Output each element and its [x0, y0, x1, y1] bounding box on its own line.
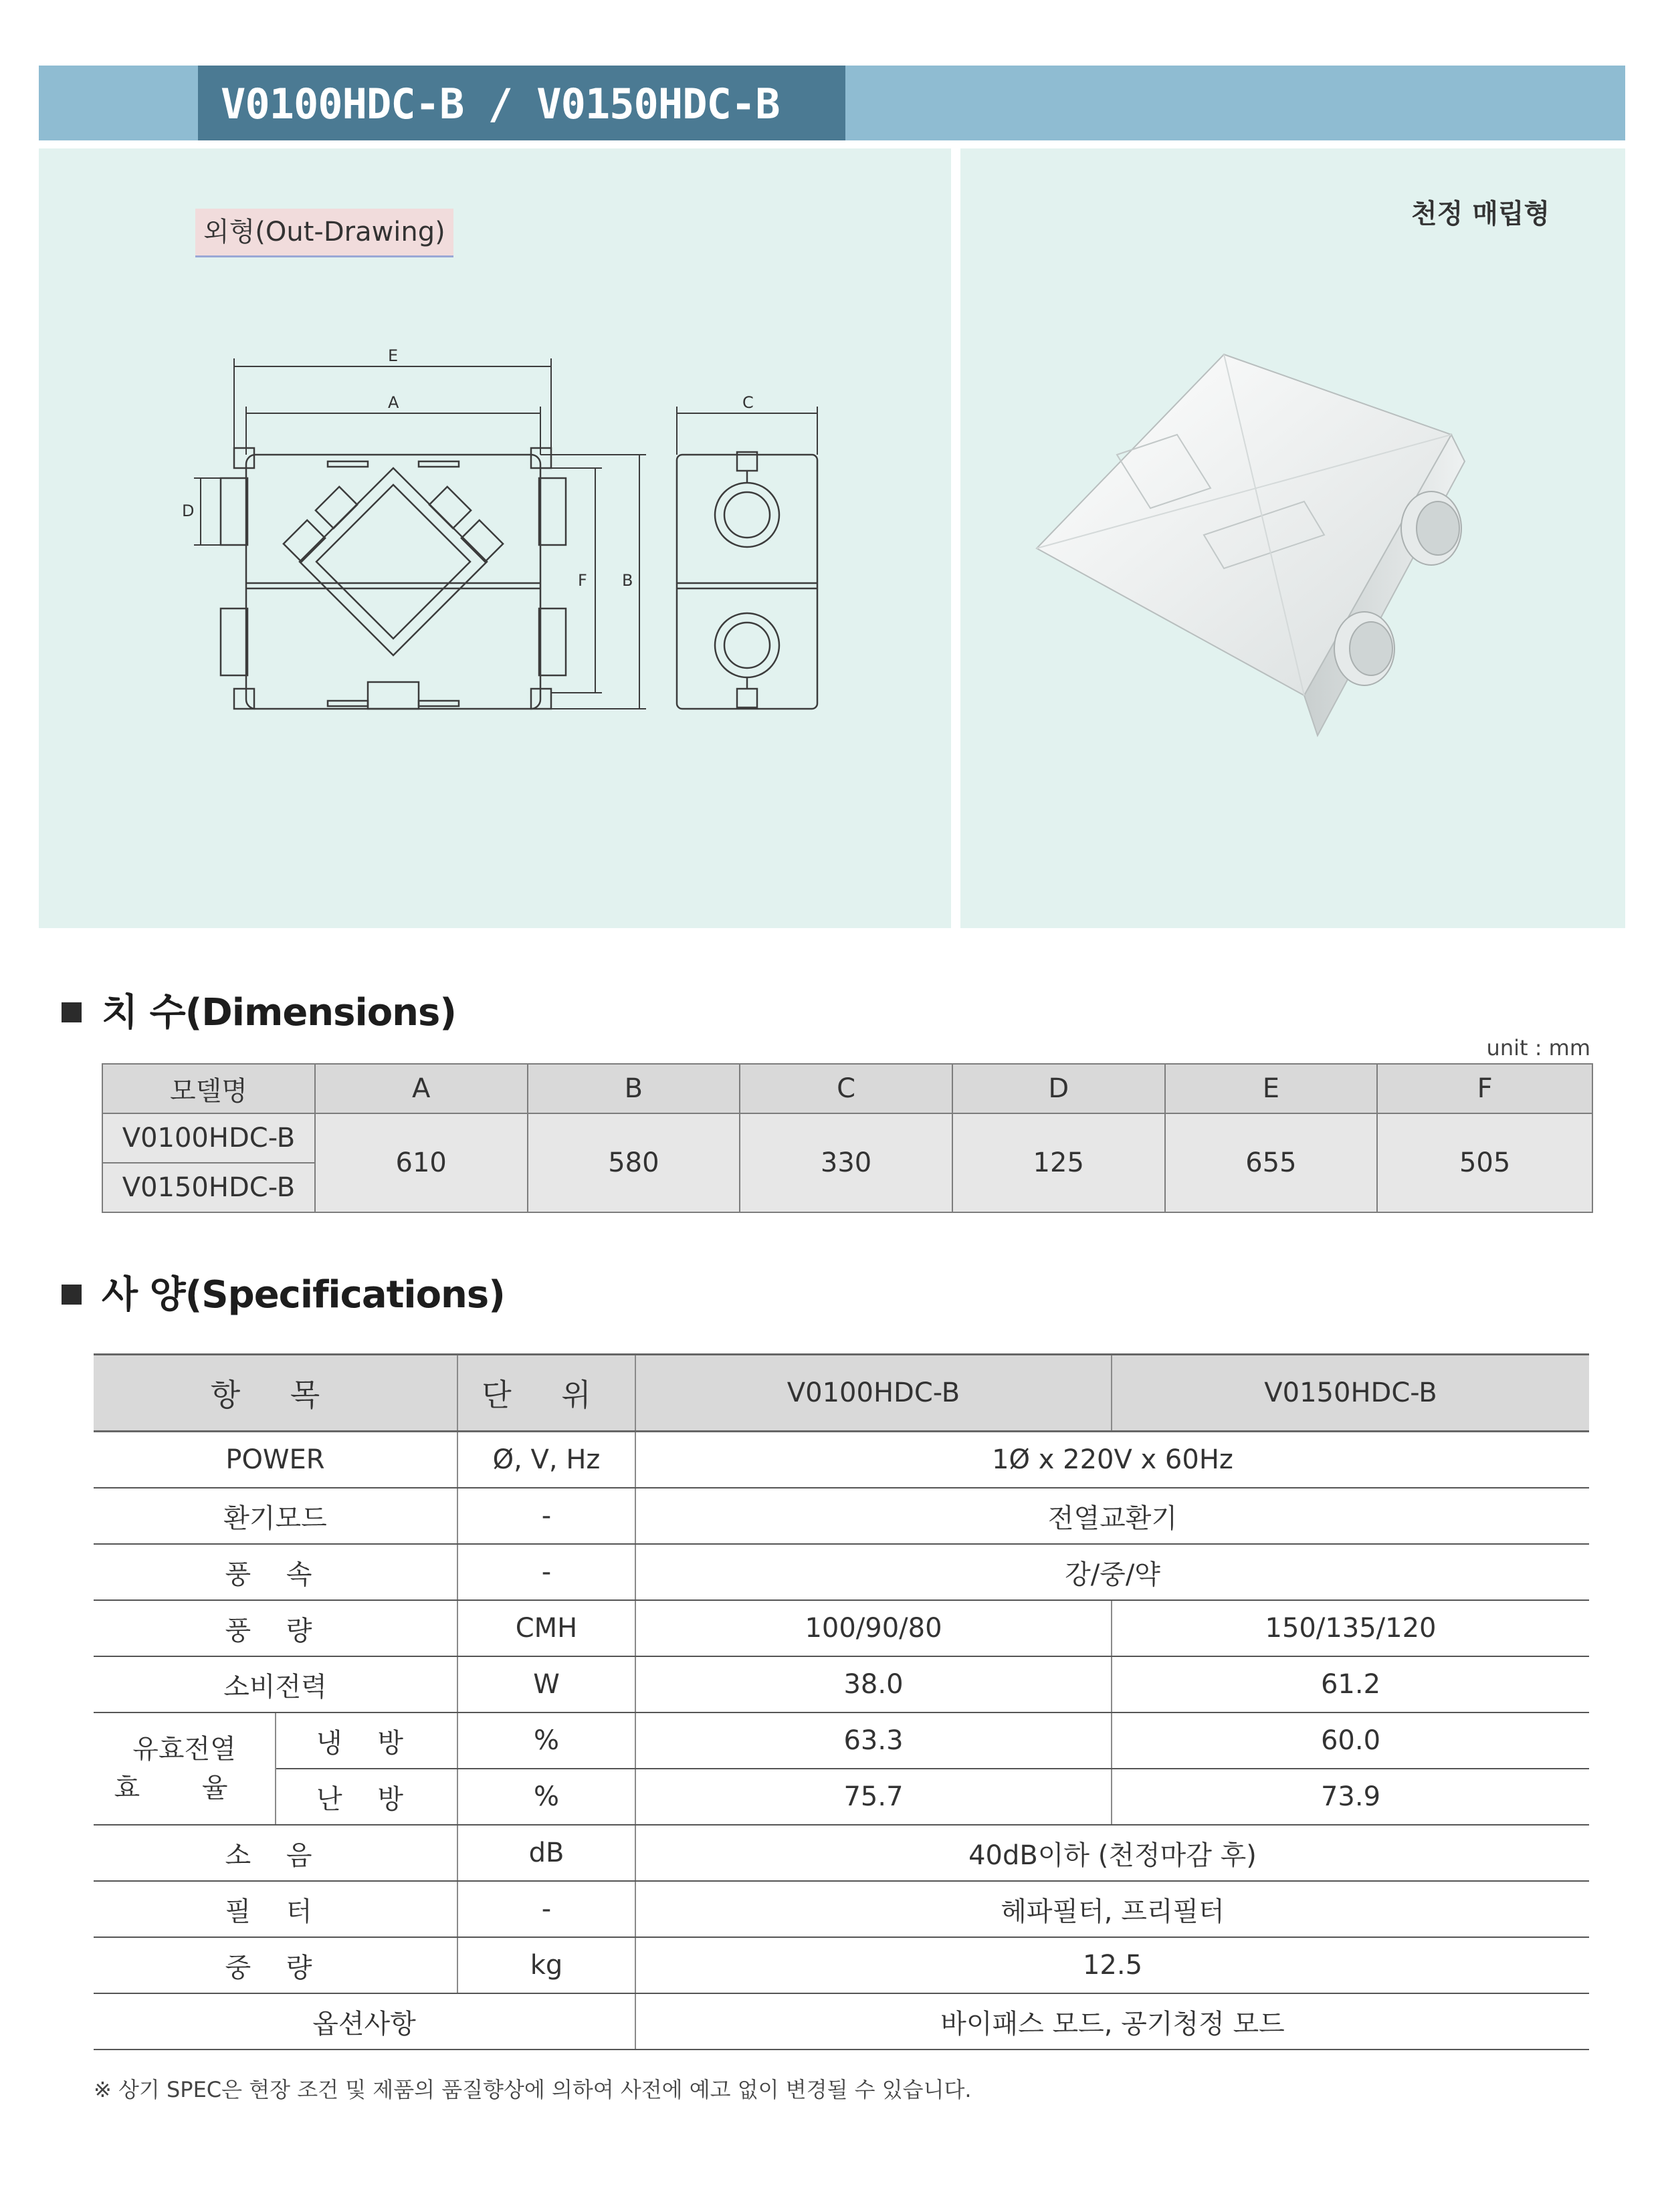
table-header-row	[102, 1064, 1592, 1113]
page-title: V0100HDC-B / V0150HDC-B	[221, 80, 780, 128]
unit-note: unit : mm	[1486, 1035, 1590, 1061]
dimension-value: 505	[1377, 1113, 1592, 1212]
spec-value-model2: 73.9	[1112, 1769, 1589, 1825]
spec-value-model1: 63.3	[635, 1712, 1112, 1769]
efficiency-label-line1: 유효전열	[132, 1734, 236, 1765]
spec-value: 12.5	[635, 1937, 1589, 1993]
spec-item: 소 음	[94, 1825, 457, 1881]
spec-value-model2: 61.2	[1112, 1656, 1589, 1712]
spec-value: 40dB이하 (천정마감 후)	[635, 1825, 1589, 1881]
column-header: F	[1377, 1064, 1592, 1113]
spec-unit: W	[457, 1656, 635, 1712]
spec-unit: CMH	[457, 1600, 635, 1656]
table-row	[94, 1712, 1589, 1769]
efficiency-label-line2: 효 율	[114, 1773, 255, 1803]
spec-item: 풍 량	[94, 1600, 457, 1656]
specifications-heading-text: 사 양(Specifications)	[102, 1273, 505, 1317]
spec-value-model2: 60.0	[1112, 1712, 1589, 1769]
table-row	[94, 1937, 1589, 1993]
spec-item-efficiency	[94, 1712, 276, 1825]
spec-unit: Ø, V, Hz	[457, 1432, 635, 1488]
spec-value: 강/중/약	[635, 1544, 1589, 1600]
spec-item: 필 터	[94, 1881, 457, 1937]
table-row	[94, 1769, 1589, 1825]
out-drawing-illustration	[167, 334, 890, 736]
dimension-label-f: F	[578, 571, 587, 590]
table-row	[94, 1488, 1589, 1544]
dimension-value: 655	[1165, 1113, 1378, 1212]
spec-subitem: 냉 방	[276, 1712, 457, 1769]
spec-unit: kg	[457, 1937, 635, 1993]
dimension-value: 580	[528, 1113, 740, 1212]
dimension-label-a: A	[388, 393, 399, 412]
column-header: 모델명	[102, 1064, 315, 1113]
spec-unit: %	[457, 1712, 635, 1769]
spec-item: 옵션사항	[94, 1993, 635, 2050]
table-row	[94, 1881, 1589, 1937]
out-drawing-label: 외형(Out-Drawing)	[195, 209, 453, 257]
spec-value-model1: 38.0	[635, 1656, 1112, 1712]
column-header-model2: V0150HDC-B	[1112, 1355, 1589, 1432]
table-header-row	[94, 1355, 1589, 1432]
table-row	[94, 1656, 1589, 1712]
dimension-value: 610	[315, 1113, 528, 1212]
specifications-heading	[62, 1265, 505, 1319]
spec-unit: dB	[457, 1825, 635, 1881]
spec-item: POWER	[94, 1432, 457, 1488]
column-header: E	[1165, 1064, 1378, 1113]
spec-item: 환기모드	[94, 1488, 457, 1544]
table-row	[94, 1825, 1589, 1881]
dimension-label-d: D	[182, 502, 195, 520]
spec-value: 1Ø x 220V x 60Hz	[635, 1432, 1589, 1488]
column-header: C	[740, 1064, 952, 1113]
spec-value-model1: 100/90/80	[635, 1600, 1112, 1656]
spec-value-model1: 75.7	[635, 1769, 1112, 1825]
dimension-label-c: C	[742, 393, 754, 412]
spec-unit: -	[457, 1488, 635, 1544]
dimension-label-e: E	[388, 346, 399, 365]
table-row	[102, 1113, 1592, 1163]
column-header-item: 항 목	[94, 1355, 457, 1432]
column-header: D	[952, 1064, 1165, 1113]
column-header: B	[528, 1064, 740, 1113]
dimension-value: 125	[952, 1113, 1165, 1212]
footnote: ※ 상기 SPEC은 현장 조건 및 제품의 품질향상에 의하여 사전에 예고 없이 변경될 수 있습니다.	[94, 2077, 972, 2102]
product-photo	[1023, 334, 1491, 762]
dimensions-heading-text: 치 수(Dimensions)	[102, 991, 456, 1034]
spec-unit: -	[457, 1544, 635, 1600]
table-row	[94, 1600, 1589, 1656]
column-header-unit: 단 위	[457, 1355, 635, 1432]
spec-item: 풍 속	[94, 1544, 457, 1600]
spec-unit: -	[457, 1881, 635, 1937]
dimensions-heading	[62, 983, 456, 1036]
dimensions-table	[102, 1063, 1593, 1213]
product-type-caption: 천정 매립형	[1411, 199, 1550, 229]
column-header-model1: V0100HDC-B	[635, 1355, 1112, 1432]
spec-value: 전열교환기	[635, 1488, 1589, 1544]
spec-value-model2: 150/135/120	[1112, 1600, 1589, 1656]
spec-item: 중 량	[94, 1937, 457, 1993]
dimension-value: 330	[740, 1113, 952, 1212]
square-bullet-icon	[62, 1002, 82, 1022]
spec-unit: %	[457, 1769, 635, 1825]
column-header: A	[315, 1064, 528, 1113]
spec-value: 바이패스 모드, 공기청정 모드	[635, 1993, 1589, 2050]
table-row	[94, 1544, 1589, 1600]
spec-value: 헤파필터, 프리필터	[635, 1881, 1589, 1937]
table-row	[94, 1993, 1589, 2050]
model-name-cell: V0150HDC-B	[102, 1163, 315, 1212]
table-row	[94, 1432, 1589, 1488]
spec-item: 소비전력	[94, 1656, 457, 1712]
square-bullet-icon	[62, 1285, 82, 1305]
specifications-table	[94, 1353, 1589, 2050]
model-name-cell: V0100HDC-B	[102, 1113, 315, 1163]
spec-subitem: 난 방	[276, 1769, 457, 1825]
dimension-label-b: B	[622, 571, 633, 590]
